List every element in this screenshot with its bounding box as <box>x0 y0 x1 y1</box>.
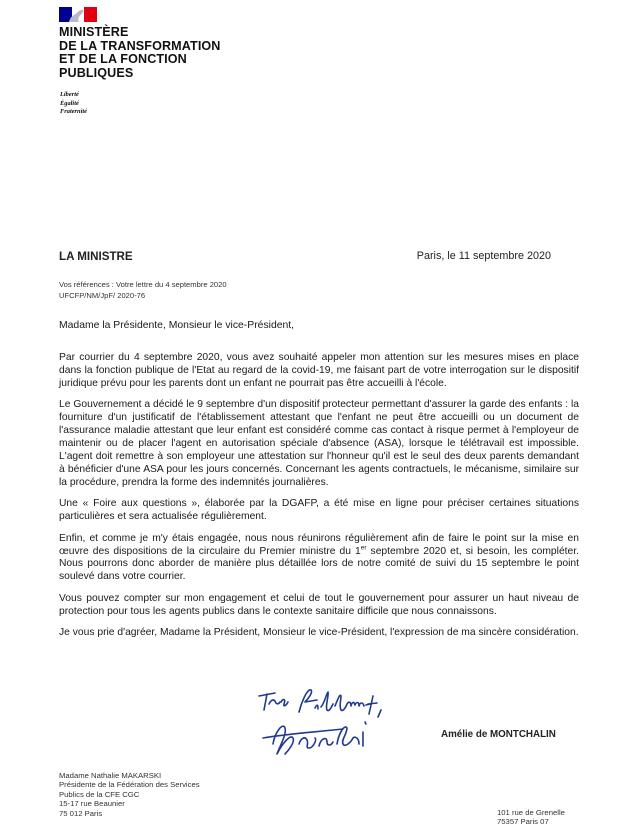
signatory-name: Amélie de MONTCHALIN <box>441 729 556 740</box>
paragraph: Vous pouvez compter sur mon engagement et celui de tout le gouvernement pour assurer un haut niveau de protection pour tous les agents publics dans le contexte sanitaire difficile que nous connaissons. <box>59 592 579 617</box>
ministry-line: DE LA TRANSFORMATION <box>59 38 221 53</box>
ministry-line: MINISTÈRE <box>59 25 129 39</box>
paragraph-text: septembre 2020 et, si besoin, les compléter. Nous pourrons donc aborder de manière plus détaillée lors de notre comité de suivi du 15 septembre le point soulevé dans votre courrier. <box>59 545 579 583</box>
republic-motto <box>60 91 140 117</box>
paragraph: Je vous prie d'agréer, Madame la Président, Monsieur le vice-Président, l'expression de ma sincère considération. <box>59 627 579 639</box>
recipient-address <box>59 771 200 818</box>
address-line: 75357 Paris 07 <box>497 817 549 827</box>
place-date: Paris, le 11 septembre 2020 <box>416 250 551 262</box>
address-line: 101 rue de Grenelle <box>497 808 565 817</box>
minister-heading: LA MINISTRE <box>59 250 133 263</box>
recipient-line: 15-17 rue Beaunier <box>59 799 125 809</box>
recipient-line: Madame Nathalie MAKARSKI <box>59 771 162 780</box>
references <box>59 279 227 301</box>
paragraph: Une « Foire aux questions », élaborée par la DGAFP, a été mise en ligne pour préciser certaines situations particulières et sera actualisée régulièrement. <box>59 498 579 523</box>
marianne-logo <box>59 7 97 22</box>
motto-line: Fraternité <box>60 108 87 116</box>
letter-body <box>59 352 579 649</box>
paragraph: Par courrier du 4 septembre 2020, vous avez souhaité appeler mon attention sur les mesures mises en place dans la fonction publique de l'Etat au regard de la covid-19, me faisant part de votre interrogation sur le dispositif juridique prévu pour les parents dont un enfant ne pourrait pas être accueilli à l'école. <box>59 352 579 389</box>
ministry-line: ET DE LA FONCTION <box>59 52 187 67</box>
paragraph <box>59 533 579 585</box>
ministry-title <box>59 26 319 80</box>
paragraph: Le Gouvernement a décidé le 9 septembre d'un dispositif protecteur permettant d'assurer la garde des enfants : la fourniture d'un justificatif de l'établissement attestant que l'enfant ne peut être accueilli ou un document de l'assurance maladie attestant que leur enfant est considéré comme cas contact à risque permet à l'employeur de maintenir ou de placer l'agent en autorisation spéciale d'absence (ASA), lorsque le télétravail est impossible. L'agent doit remettre à son employeur une attestation sur l'honneur qu'il est le seul des deux parents demandant à bénéficier d'une ASA pour les jours concernés. Concernant les agents contractuels, le mécanisme, similaire sur la procédure, prendra la forme des indemnités journalières. <box>59 399 579 488</box>
recipient-line: Publics de la CFE CGC <box>59 789 140 799</box>
motto-line: Liberté <box>60 91 79 98</box>
reference-line: Vos références : Votre lettre du 4 septembre 2020 <box>59 280 227 289</box>
motto-line: Égalité <box>60 99 79 107</box>
paragraph-text: Enfin, et comme je m'y étais engagée, nous nous réunirons régulièrement afin de faire le point sur la mise en œuvre des dispositions de la circulaire du Premier ministre du 1 <box>59 532 579 557</box>
salutation: Madame la Présidente, Monsieur le vice-Président, <box>59 320 295 331</box>
reference-line: UFCFP/NM/JpF/ 2020-76 <box>59 291 146 300</box>
recipient-line: 75 012 Paris <box>59 808 103 818</box>
handwritten-signature <box>255 682 425 774</box>
recipient-line: Présidente de la Fédération des Services <box>59 780 200 790</box>
flag-red-band <box>84 7 97 22</box>
ordinal-superscript: er <box>360 544 367 552</box>
ministry-line: PUBLIQUES <box>59 65 134 80</box>
